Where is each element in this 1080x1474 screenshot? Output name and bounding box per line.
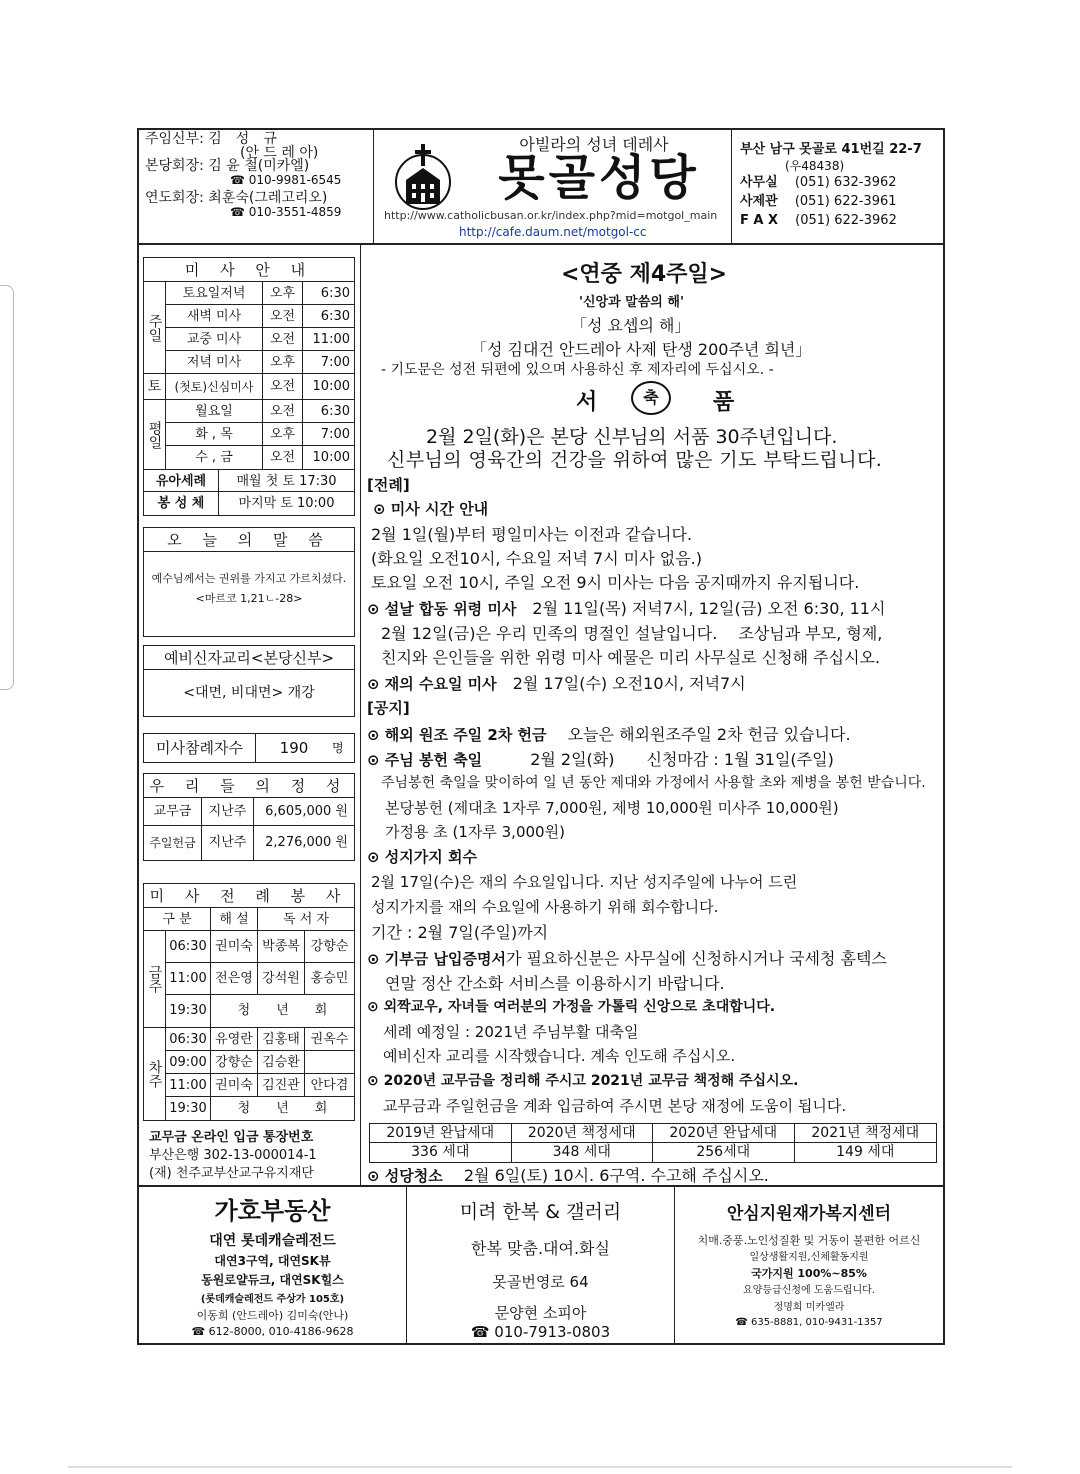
service-person: 권옥수 — [310, 1032, 349, 1047]
mass-time: 11:00 — [312, 332, 350, 347]
fax-label: F A X — [740, 213, 779, 228]
ad-line: 국가지원 100%~85% — [751, 1267, 867, 1280]
presentation-feast-line: 본당봉헌 (제대초 1자루 7,000원, 제병 10,000원 미사주 10,000원) — [385, 799, 839, 817]
offering-value: 2,276,000 원 — [265, 835, 348, 850]
offering-value: 6,605,000 원 — [265, 804, 348, 819]
dues-table-value: 149 세대 — [836, 1144, 895, 1160]
ad-line: 문양현 소피아 — [494, 1304, 587, 1322]
attendance-unit: 명 — [332, 741, 344, 755]
mass-name: 교중 미사 — [166, 328, 263, 350]
mass-time-line: (화요일 오전10시, 수요일 저녁 7시 미사 없음.) — [371, 549, 703, 568]
mass-ampm: 오후 — [263, 351, 303, 373]
office-phone: (051) 632-3962 — [794, 175, 897, 190]
footer-ads — [139, 1185, 943, 1343]
catechism-text: <대면, 비대면> 개강 — [183, 685, 315, 701]
section-liturgy: [전례] — [367, 476, 410, 494]
presentation-feast-text: 2월 2일(화) 신청마감 : 1월 31일(주일) — [530, 750, 834, 769]
sunday-title: <연중 제4주일> — [561, 262, 728, 287]
ad-real-estate — [139, 1187, 407, 1345]
catechism-title: 예비신자교리<본당신부> — [144, 646, 354, 670]
dues-table-header: 2020년 책정세대 — [512, 1124, 654, 1142]
ad-line: 이동희 (안드레아) 김미숙(안나) — [196, 1309, 349, 1322]
president-label: 본당회장: — [145, 158, 204, 174]
palm-return-heading: ⊙ 성지가지 회수 — [367, 848, 477, 866]
year-theme-2: 「성 요셉의 해」 — [571, 316, 691, 335]
cleaning-heading: ⊙ 성당청소 — [367, 1167, 443, 1185]
cafe-link[interactable]: http://cafe.daum.net/motgol-cc — [459, 225, 647, 239]
liturgy-service-box — [143, 883, 355, 1121]
service-time: 09:00 — [166, 1051, 211, 1073]
church-logo-icon — [382, 140, 464, 210]
patron-motto: 아빌라의 성녀 데레사 — [519, 135, 669, 154]
attendance-value: 190 — [279, 739, 309, 757]
year-theme-3: 「성 김대건 안드레아 사제 탄생 200주년 희년」 — [471, 340, 812, 359]
clergy-info — [139, 130, 374, 243]
attendance-label: 미사참례자수 — [144, 734, 256, 762]
church-title-block — [374, 130, 732, 243]
lunar-new-year-line: 2월 12일(금)은 우리 민족의 명절인 설날입니다. 조상님과 부모, 형제, — [381, 624, 883, 643]
todays-word — [143, 527, 355, 637]
ad-hanbok — [407, 1187, 675, 1345]
mass-name: 화 , 목 — [166, 423, 263, 445]
ad-line: 정명희 미카엘라 — [773, 1302, 845, 1313]
ad-phone: ☎ 010-7913-0803 — [470, 1323, 611, 1341]
offering-label: 교무금 — [144, 798, 202, 825]
pastor-label: 주임신부: — [145, 131, 204, 147]
donation-receipt-text: 가 필요하신분은 사무실에 신청하시거나 국세청 홈텍스 — [505, 949, 887, 968]
ordination-line-1: 2월 2일(화)은 본당 신부님의 서품 30주년입니다. — [426, 426, 838, 448]
ad-line: 일상생활지원,신체활동지원 — [749, 1252, 869, 1263]
presentation-feast-line: 가정용 초 (1자루 3,000원) — [385, 823, 565, 841]
service-time: 06:30 — [166, 931, 211, 962]
rectory-label: 사제관 — [740, 194, 778, 209]
homepage-link[interactable]: http://www.catholicbusan.or.kr/index.php?mid=motgol_main — [384, 209, 718, 222]
ad-line: (롯데캐슬레전드 주상가 105호) — [200, 1294, 345, 1305]
palm-return-line: 성지가지를 재의 수요일에 사용하기 위해 회수합니다. — [371, 898, 719, 916]
liturgy-service-title: 미 사 전 례 봉 사 — [144, 884, 354, 908]
todays-word-reference: <마르코 1,21ㄴ-28> — [195, 592, 303, 605]
evangelization-line: 세례 예정일 : 2021년 주님부활 대축일 — [383, 1023, 639, 1041]
service-person: 안다겸 — [310, 1078, 349, 1093]
ad-phone: ☎ 612-8000, 010-4186-9628 — [191, 1325, 354, 1338]
next-week-label: 차주 — [144, 1028, 166, 1120]
presentation-feast-line: 주님봉헌 축일을 맞이하여 일 년 동안 제대와 가정에서 사용할 초와 제병을 봉헌 받습니다. — [381, 775, 926, 791]
service-time: 19:30 — [166, 995, 211, 1027]
mass-name: 수 , 금 — [166, 446, 263, 469]
service-person: 김홍태 — [258, 1028, 305, 1050]
service-person — [305, 1051, 354, 1073]
saturday-label: 토 — [144, 374, 166, 400]
dues-table-header: 2020년 완납세대 — [653, 1124, 795, 1142]
page-bottom-divider — [68, 1466, 1012, 1468]
ad-welfare-center — [675, 1187, 943, 1345]
mass-name: 월요일 — [166, 400, 263, 422]
pastor-baptismal-name: (안 드 레 아) — [240, 144, 319, 161]
offering-title: 우 리 들 의 정 성 — [144, 774, 354, 798]
this-week-label: 금주 — [144, 931, 166, 1027]
dues-line: 교무금과 주일헌금을 계좌 입금하여 주시면 본당 재정에 도움이 됩니다. — [383, 1097, 847, 1115]
year-theme-1: '신앙과 말씀의 해' — [579, 295, 684, 310]
presentation-feast-heading: ⊙ 주님 봉헌 축일 — [367, 751, 483, 769]
mass-time: 10:00 — [312, 379, 350, 394]
todays-word-title: 오 늘 의 말 씀 — [144, 528, 354, 552]
cleaning-text: 2월 6일(토) 10시. 6구역. 수고해 주십시오. — [463, 1166, 769, 1185]
service-time: 11:00 — [166, 963, 211, 994]
mass-ampm: 오전 — [263, 305, 303, 327]
ordination-line-2: 신부님의 영육간의 건강을 위하여 많은 기도 부탁드립니다. — [387, 449, 883, 471]
fax-phone: (051) 622-3962 — [795, 213, 897, 228]
address: 부산 남구 못골로 41번길 22-7 — [740, 142, 922, 157]
mass-time-line: 2월 1일(월)부터 평일미사는 이전과 같습니다. — [371, 525, 693, 544]
dues-table-value: 336 세대 — [370, 1143, 512, 1162]
palm-return-period: 기간 : 2월 7일(주일)까지 — [371, 923, 549, 942]
mass-time-line: 토요일 오전 10시, 주일 오전 9시 미사는 다음 공지때까지 유지됩니다. — [371, 573, 860, 592]
scroll-handle[interactable] — [0, 285, 14, 690]
communion-visit-time: 마지막 토 10:00 — [238, 496, 335, 511]
service-person: 강향순 — [310, 939, 349, 954]
bulletin-header — [139, 130, 943, 245]
mass-schedule — [143, 257, 355, 516]
ad-line: 동원로얄듀크, 대연SK힐스 — [201, 1273, 344, 1287]
weekday-label: 평일 — [144, 400, 166, 469]
service-header: 해 설 — [211, 908, 258, 930]
ad-phone: ☎ 635-8881, 010-9431-1357 — [735, 1317, 883, 1328]
contact-info — [732, 130, 943, 243]
ad-line: 대연 롯데캐슬레전드 — [209, 1233, 336, 1249]
ash-wednesday-heading: ⊙ 재의 수요일 미사 — [367, 675, 497, 693]
ad-line: 치매.중풍.노인성질환 및 거동이 불편한 어르신 — [697, 1234, 921, 1247]
ad-title: 가호부동산 — [214, 1197, 331, 1225]
infant-baptism-time: 매월 첫 토 17:30 — [236, 474, 337, 489]
mass-name: 새벽 미사 — [166, 305, 263, 327]
service-time: 11:00 — [166, 1074, 211, 1096]
ordination-title-right: 품 — [713, 390, 735, 415]
offering-box — [143, 773, 355, 861]
mass-time: 6:30 — [320, 309, 350, 324]
ad-title: 안심지원재가복지센터 — [726, 1204, 892, 1224]
ad-line: 요양등급신청에 도움드립니다. — [743, 1285, 875, 1296]
dues-table-header: 2021년 책정세대 — [811, 1125, 920, 1141]
congratulations-icon: 축 — [631, 381, 671, 415]
todays-word-text: 예수님께서는 권위를 가지고 가르치셨다. — [151, 572, 347, 585]
mass-ampm: 오전 — [263, 446, 303, 469]
service-person: 전은영 — [211, 963, 258, 994]
service-person: 유영란 — [211, 1028, 258, 1050]
mass-time-heading: ⊙ 미사 시간 안내 — [373, 500, 489, 518]
service-person: 권미숙 — [211, 931, 258, 962]
mass-schedule-title: 미 사 안 내 — [144, 258, 354, 282]
offering-week: 지난주 — [202, 798, 254, 825]
mass-ampm: 오전 — [263, 328, 303, 350]
service-person: 박종복 — [258, 931, 305, 962]
service-person: 홍승민 — [310, 971, 349, 986]
dues-table — [369, 1123, 937, 1163]
ordination-title-left: 서 — [576, 390, 598, 415]
service-youth-group: 청 년 회 — [237, 1003, 328, 1018]
dues-heading: ⊙ 2020년 교무금을 정리해 주시고 2021년 교무금 책정해 주십시오. — [367, 1073, 799, 1089]
vicepres-label: 연도회장: — [145, 190, 204, 206]
mass-time: 10:00 — [312, 450, 350, 465]
service-person: 김진관 — [258, 1074, 305, 1096]
overseas-aid-text: 오늘은 해외원조주일 2차 헌금 있습니다. — [567, 725, 851, 744]
dues-table-value: 348 세대 — [512, 1143, 654, 1162]
ad-line: 대연3구역, 대연SK뷰 — [214, 1254, 331, 1268]
offering-label: 주일헌금 — [144, 826, 202, 860]
church-name: 못골성당 — [498, 150, 700, 206]
service-youth-group: 청 년 회 — [237, 1101, 328, 1116]
mass-time: 7:00 — [320, 355, 350, 370]
vicepres-name: 최훈숙(그레고리오) — [208, 190, 328, 206]
service-person: 김승환 — [258, 1051, 305, 1073]
mass-ampm: 오후 — [263, 423, 303, 445]
pastor-name: 김 성 규 — [208, 131, 277, 147]
attendance-box — [143, 733, 355, 763]
lunar-new-year-time: 2월 11일(목) 저녁7시, 12일(금) 오전 6:30, 11시 — [532, 599, 886, 618]
bank-title: 교무금 온라인 입금 통장번호 — [149, 1130, 314, 1145]
lunar-new-year-line: 친지와 은인들을 위한 위령 미사 예물은 미리 사무실로 신청해 주십시오. — [381, 648, 881, 667]
bank-account-info — [149, 1129, 317, 1183]
service-header: 독 서 자 — [283, 912, 329, 927]
mass-name: (첫토)신심미사 — [166, 374, 263, 399]
mass-time: 6:30 — [320, 404, 350, 419]
catechism-box — [143, 645, 355, 717]
section-notice: [공지] — [367, 699, 410, 717]
ad-title: 미려 한복 & 갤러리 — [459, 1201, 622, 1223]
overseas-aid-heading: ⊙ 해외 원조 주일 2차 헌금 — [367, 726, 547, 744]
donation-receipt-line: 연말 정산 간소화 서비스를 이용하시기 바랍니다. — [385, 974, 725, 993]
mass-group-labels — [144, 282, 166, 469]
left-sidebar — [139, 245, 361, 1185]
zip-code: (우48438) — [785, 159, 845, 173]
ad-line: 못골번영로 64 — [492, 1273, 589, 1291]
service-header: 구 분 — [144, 908, 211, 930]
mass-name: 토요일저녁 — [166, 282, 263, 304]
bank-account-number: 부산은행 302-13-000014-1 — [149, 1148, 317, 1163]
prayer-note: - 기도문은 성전 뒤편에 있으며 사용하신 후 제자리에 두십시오. - — [381, 362, 774, 378]
service-person: 강향순 — [211, 1051, 258, 1073]
sunday-label: 주일 — [144, 282, 166, 374]
evangelization-line: 예비신자 교리를 시작했습니다. 계속 인도해 주십시오. — [383, 1047, 736, 1065]
ash-wednesday-time: 2월 17일(수) 오전10시, 저녁7시 — [512, 674, 746, 693]
mass-ampm: 오전 — [263, 400, 303, 422]
service-person: 강석원 — [258, 963, 305, 994]
offering-week: 지난주 — [202, 826, 254, 860]
donation-receipt-heading: ⊙ 기부금 납입증명서 — [367, 950, 506, 968]
bulletin-frame — [137, 128, 945, 1345]
bank-account-holder: (재) 천주교부산교구유지재단 — [149, 1166, 314, 1181]
palm-return-line: 2월 17일(수)은 재의 수요일입니다. 지난 성지주일에 나누어 드린 — [371, 873, 798, 891]
lunar-new-year-heading: ⊙ 설날 합동 위령 미사 — [367, 600, 517, 618]
rectory-phone: (051) 622-3961 — [794, 194, 897, 209]
main-content — [361, 245, 943, 1185]
evangelization-heading: ⊙ 외짝교우, 자녀들 여러분의 가정을 가톨릭 신앙으로 초대합니다. — [367, 999, 776, 1015]
mass-ampm: 오전 — [263, 374, 303, 399]
mass-time: 6:30 — [320, 286, 350, 301]
ad-line: 한복 맞춤.대여.화실 — [471, 1239, 610, 1258]
dues-table-value: 256세대 — [653, 1143, 795, 1162]
mass-ampm: 오후 — [263, 282, 303, 304]
service-person: 권미숙 — [211, 1074, 258, 1096]
service-time: 19:30 — [166, 1097, 211, 1120]
dues-table-header: 2019년 완납세대 — [370, 1124, 512, 1142]
mass-name: 저녁 미사 — [166, 351, 263, 373]
mass-time: 7:00 — [320, 427, 350, 442]
service-time: 06:30 — [166, 1028, 211, 1050]
president-name: 김 윤 철(미카엘) — [208, 158, 310, 174]
president-phone: ☎ 010-9981-6545 — [230, 172, 342, 187]
communion-visit-label: 봉 성 체 — [144, 492, 219, 515]
office-label: 사무실 — [740, 175, 778, 190]
vicepres-phone: ☎ 010-3551-4859 — [230, 204, 342, 219]
infant-baptism-label: 유아세례 — [144, 470, 219, 491]
